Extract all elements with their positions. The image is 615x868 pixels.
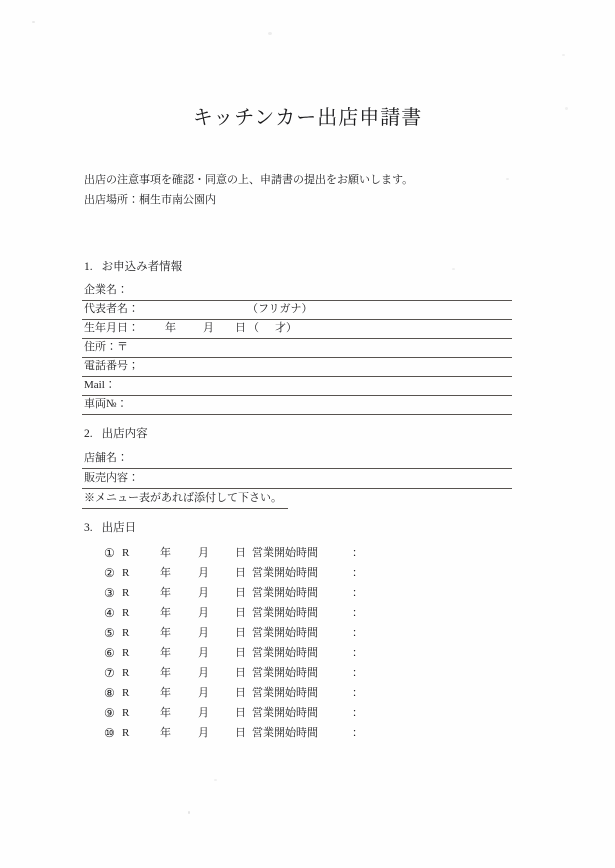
era-label: R xyxy=(122,547,130,559)
section1-heading xyxy=(84,260,182,274)
intro-note: 出店の注意事項を確認・同意の上、申請書の提出をお願いします。 xyxy=(84,174,414,186)
schedule-row-number: ⑦ xyxy=(104,666,115,680)
schedule-row-number: ⑥ xyxy=(104,646,115,660)
schedule-row-number: ③ xyxy=(104,586,115,600)
era-label: R xyxy=(122,607,130,619)
year-label: 年 xyxy=(160,587,171,599)
field-birthdate-label: 生年月日： xyxy=(84,322,139,334)
schedule-row-number: ⑩ xyxy=(104,726,115,740)
scan-speck xyxy=(268,32,272,35)
section3-title: 出店日 xyxy=(101,522,137,534)
schedule-row xyxy=(0,666,615,680)
schedule-row xyxy=(0,626,615,640)
era-label: R xyxy=(122,687,130,699)
scan-speck xyxy=(214,779,217,781)
month-label: 月 xyxy=(198,687,209,699)
opening-time-label: 営業開始時間 xyxy=(252,727,318,739)
year-label: 年 xyxy=(160,707,171,719)
section3-heading xyxy=(84,521,136,535)
month-label: 月 xyxy=(198,667,209,679)
field-birthdate xyxy=(82,322,512,339)
schedule-row-number: ⑨ xyxy=(104,706,115,720)
schedule-row xyxy=(0,606,615,620)
birthdate-month-label: 月 xyxy=(203,322,214,334)
scan-speck xyxy=(32,21,35,23)
scan-speck xyxy=(188,811,190,814)
day-label: 日 xyxy=(235,587,246,599)
time-colon: ： xyxy=(352,667,363,679)
schedule-row xyxy=(0,566,615,580)
time-colon: ： xyxy=(352,567,363,579)
month-label: 月 xyxy=(198,647,209,659)
day-label: 日 xyxy=(235,647,246,659)
era-label: R xyxy=(122,647,130,659)
schedule-row-number: ① xyxy=(104,546,115,560)
menu-attachment-note xyxy=(82,492,288,509)
section2-number: 2. xyxy=(84,428,93,440)
month-label: 月 xyxy=(198,587,209,599)
year-label: 年 xyxy=(160,667,171,679)
time-colon: ： xyxy=(352,547,363,559)
day-label: 日 xyxy=(235,667,246,679)
opening-time-label: 営業開始時間 xyxy=(252,607,318,619)
day-label: 日 xyxy=(235,707,246,719)
year-label: 年 xyxy=(160,687,171,699)
age-label: 才） xyxy=(275,322,297,334)
schedule-row xyxy=(0,726,615,740)
time-colon: ： xyxy=(352,647,363,659)
month-label: 月 xyxy=(198,707,209,719)
era-label: R xyxy=(122,667,130,679)
field-mail-label: Mail： xyxy=(84,379,116,391)
time-colon: ： xyxy=(352,727,363,739)
year-label: 年 xyxy=(160,547,171,559)
opening-time-label: 営業開始時間 xyxy=(252,547,318,559)
day-label: 日 xyxy=(235,607,246,619)
month-label: 月 xyxy=(198,547,209,559)
time-colon: ： xyxy=(352,587,363,599)
scan-speck xyxy=(565,107,568,110)
birthdate-year-label: 年 xyxy=(165,322,176,334)
furigana-label: （フリガナ） xyxy=(247,303,313,315)
field-address xyxy=(82,341,512,358)
section2-title: 出店内容 xyxy=(101,428,148,440)
time-colon: ： xyxy=(352,707,363,719)
era-label: R xyxy=(122,587,130,599)
time-colon: ： xyxy=(352,627,363,639)
opening-time-label: 営業開始時間 xyxy=(252,667,318,679)
field-shop-name xyxy=(82,452,512,469)
year-label: 年 xyxy=(160,647,171,659)
opening-time-label: 営業開始時間 xyxy=(252,647,318,659)
month-label: 月 xyxy=(198,567,209,579)
day-label: 日 xyxy=(235,547,246,559)
day-label: 日 xyxy=(235,627,246,639)
field-mail xyxy=(82,379,512,396)
era-label: R xyxy=(122,727,130,739)
schedule-row xyxy=(0,546,615,560)
year-label: 年 xyxy=(160,627,171,639)
schedule-row xyxy=(0,586,615,600)
birthdate-day-label: 日 xyxy=(235,322,246,334)
field-phone xyxy=(82,360,512,377)
month-label: 月 xyxy=(198,607,209,619)
section1-title: お申込み者情報 xyxy=(101,261,183,273)
era-label: R xyxy=(122,707,130,719)
opening-time-label: 営業開始時間 xyxy=(252,587,318,599)
schedule-row-number: ② xyxy=(104,566,115,580)
era-label: R xyxy=(122,567,130,579)
month-label: 月 xyxy=(198,727,209,739)
field-vehicle-number xyxy=(82,398,512,415)
year-label: 年 xyxy=(160,607,171,619)
schedule-row-number: ⑧ xyxy=(104,686,115,700)
year-label: 年 xyxy=(160,727,171,739)
year-label: 年 xyxy=(160,567,171,579)
age-paren-open: （ xyxy=(248,322,259,334)
field-sales-content xyxy=(82,472,512,489)
scan-speck xyxy=(452,268,455,270)
field-sales-content-label: 販売内容： xyxy=(84,472,139,484)
schedule-row xyxy=(0,706,615,720)
field-representative xyxy=(82,303,512,320)
month-label: 月 xyxy=(198,627,209,639)
schedule-row xyxy=(0,646,615,660)
schedule-row xyxy=(0,686,615,700)
section1-number: 1. xyxy=(84,261,93,273)
day-label: 日 xyxy=(235,687,246,699)
scan-speck xyxy=(506,178,509,180)
field-address-label: 住所：〒 xyxy=(84,341,128,353)
section3-number: 3. xyxy=(84,522,93,534)
section2-heading xyxy=(84,427,148,441)
schedule-row-number: ④ xyxy=(104,606,115,620)
time-colon: ： xyxy=(352,687,363,699)
field-phone-label: 電話番号； xyxy=(84,360,139,372)
field-representative-label: 代表者名： xyxy=(84,303,139,315)
field-shop-name-label: 店舗名： xyxy=(84,452,128,464)
time-colon: ： xyxy=(352,607,363,619)
schedule-row-number: ⑤ xyxy=(104,626,115,640)
menu-attachment-note-label: ※メニュー表があれば添付して下さい。 xyxy=(84,492,282,504)
opening-time-label: 営業開始時間 xyxy=(252,687,318,699)
day-label: 日 xyxy=(235,567,246,579)
opening-time-label: 営業開始時間 xyxy=(252,627,318,639)
opening-time-label: 営業開始時間 xyxy=(252,707,318,719)
era-label: R xyxy=(122,627,130,639)
field-company-label: 企業名： xyxy=(84,284,128,296)
field-vehicle-number-label: 車両№： xyxy=(84,398,128,410)
venue-line: 出店場所：桐生市南公園内 xyxy=(84,194,216,206)
day-label: 日 xyxy=(235,727,246,739)
opening-time-label: 営業開始時間 xyxy=(252,567,318,579)
scan-speck xyxy=(562,54,565,56)
page-title: キッチンカー出店申請書 xyxy=(192,107,423,129)
field-company xyxy=(82,284,512,301)
